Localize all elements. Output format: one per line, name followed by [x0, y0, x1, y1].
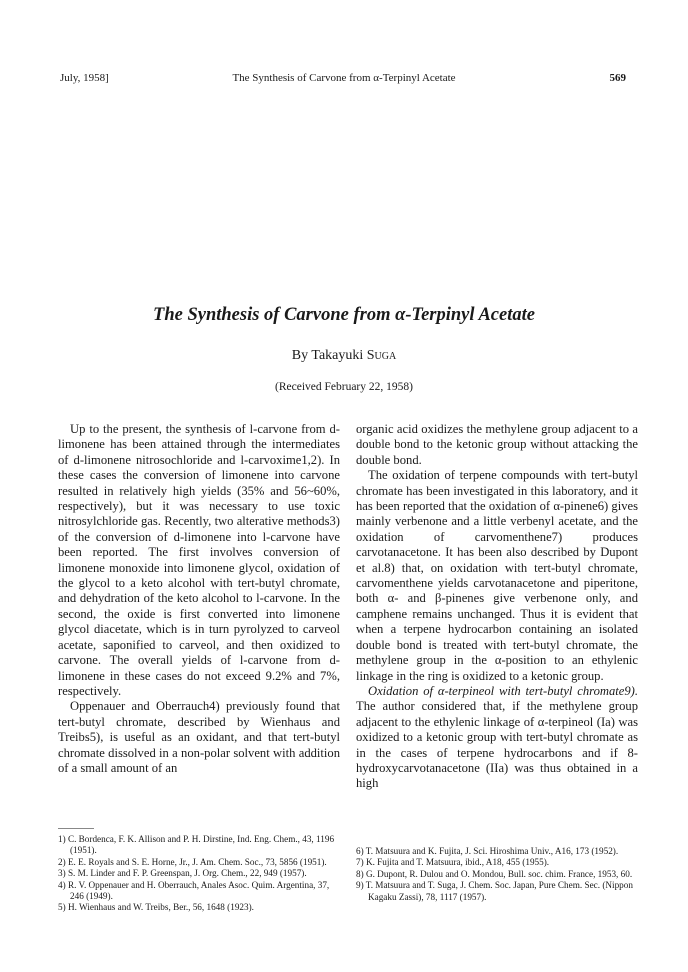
footnote: 1) C. Bordenca, F. K. Allison and P. H. Dirstine, Ind. Eng. Chem., 43, 1196 (1951). [58, 834, 335, 856]
footnote: 4) R. V. Oppenauer and H. Oberrauch, Anales Asoc. Quim. Argentina, 37, 246 (1949). [58, 879, 330, 902]
byline-prefix: By Takayuki [291, 348, 364, 363]
footnote: 6) T. Matsuura and K. Fujita, J. Sci. Hiroshima Univ., A16, 173 (1952). [356, 846, 619, 856]
section-run-in-heading: Oxidation of α-terpineol with tert-butyl chromate9). [368, 683, 638, 698]
footnote: 5) H. Wienhaus and W. Treibs, Ber., 56, 1648 (1923). [58, 902, 254, 913]
footnotes-right [356, 846, 638, 903]
page-number: 569 [609, 72, 626, 84]
footnote: 7) K. Fujita and T. Matsuura, ibid., A18, 455 (1955). [356, 857, 550, 868]
paragraph: organic acid oxidizes the methylene group adjacent to a double bond to the ketonic group without attacking the double bond. [356, 422, 638, 467]
footnote: 3) S. M. Linder and F. P. Greenspan, J. Org. Chem., 22, 949 (1957). [58, 868, 307, 879]
left-column [58, 422, 340, 776]
footnote: 9) T. Matsuura and T. Suga, J. Chem. Soc. Japan, Pure Chem. Sec. (Nippon Kagaku Zassi), 78, 1117 (1957). [356, 880, 633, 902]
paragraph [356, 684, 638, 792]
issue-date: July, 1958] [60, 72, 109, 84]
paragraph-text: The author considered that, if the methylene group adjacent to the ethylenic linkage of α-terpineol (Ia) was oxidized to a ketonic group with tert-butyl chromate as in the cases of terpene hydrocarbons and if 8-hydroxycarvotanacetone (IIa) was thus obtained in a high [356, 699, 638, 791]
footnote: 2) E. E. Royals and S. E. Horne, Jr., J. Am. Chem. Soc., 73, 5856 (1951). [58, 856, 327, 867]
running-title: The Synthesis of Carvone from α-Terpinyl Acetate [232, 72, 456, 84]
byline [0, 348, 688, 364]
received-date: (Received February 22, 1958) [275, 381, 413, 393]
paragraph: Oppenauer and Oberrauch4) previously found that tert-butyl chromate, described by Wienhaus and Treibs5), is useful as an oxidant, and that tert-butyl chromate dissolved in a non-polar solvent with addition of a small amount of an [58, 699, 340, 775]
author-surname: Suga [366, 348, 397, 363]
paragraph: Up to the present, the synthesis of l-carvone from d-limonene has been attained through the intermediates of d-limonene nitrosochloride and l-carvoxime1,2). In these cases the conversion of limonene into carvone resulted in relatively high yields (35% and 56~60%, respectively), but it was necessary to use toxic nitrosylchloride gas. Recently, two alterative methods3) of the conversion of d-limonene into l-carvone have been reported. The first involves conversion of limonene monoxide into limonene glycol, oxidation of the glycol to a keto alcohol with tert-butyl chromate, and dehydration of the keto alcohol to l-carvone. In the second, the oxide is first converted into limonene glycol diacetate, which is in turn pyrolyzed to carveol acetate, saponified to carveol, and then oxidized to carvone. The overall yields of l-carvone from d-limonene in these cases do not exceed 9.2% and 7%, respectively. [58, 422, 340, 698]
right-column [356, 422, 638, 792]
footnotes-left [58, 834, 340, 914]
footnote: 8) G. Dupont, R. Dulou and O. Mondou, Bull. soc. chim. France, 1953, 60. [356, 868, 633, 879]
paragraph: The oxidation of terpene compounds with tert-butyl chromate has been investigated in this laboratory, and it has been reported that the oxidation of α-pinene6) gives mainly verbenone and a little verbenyl acetate, and the oxidation of carvomenthene7) produces carvotanacetone. It has been also described by Dupont et al.8) that, on oxidation with tert-butyl chromate, carvomenthene yields carvotanacetone and piperitone, both α- and β-pinenes give verbenone only, and camphene remains unchanged. Thus it is evident that when a terpene hydrocarbon containing an isolated double bond is treated with tert-butyl chromate, the methylene group in the α-position to an ethylenic linkage in the ring is oxidized to a ketonic group. [356, 468, 638, 683]
article-title: The Synthesis of Carvone from α-Terpinyl Acetate [153, 305, 535, 325]
footnote-rule [58, 828, 94, 829]
